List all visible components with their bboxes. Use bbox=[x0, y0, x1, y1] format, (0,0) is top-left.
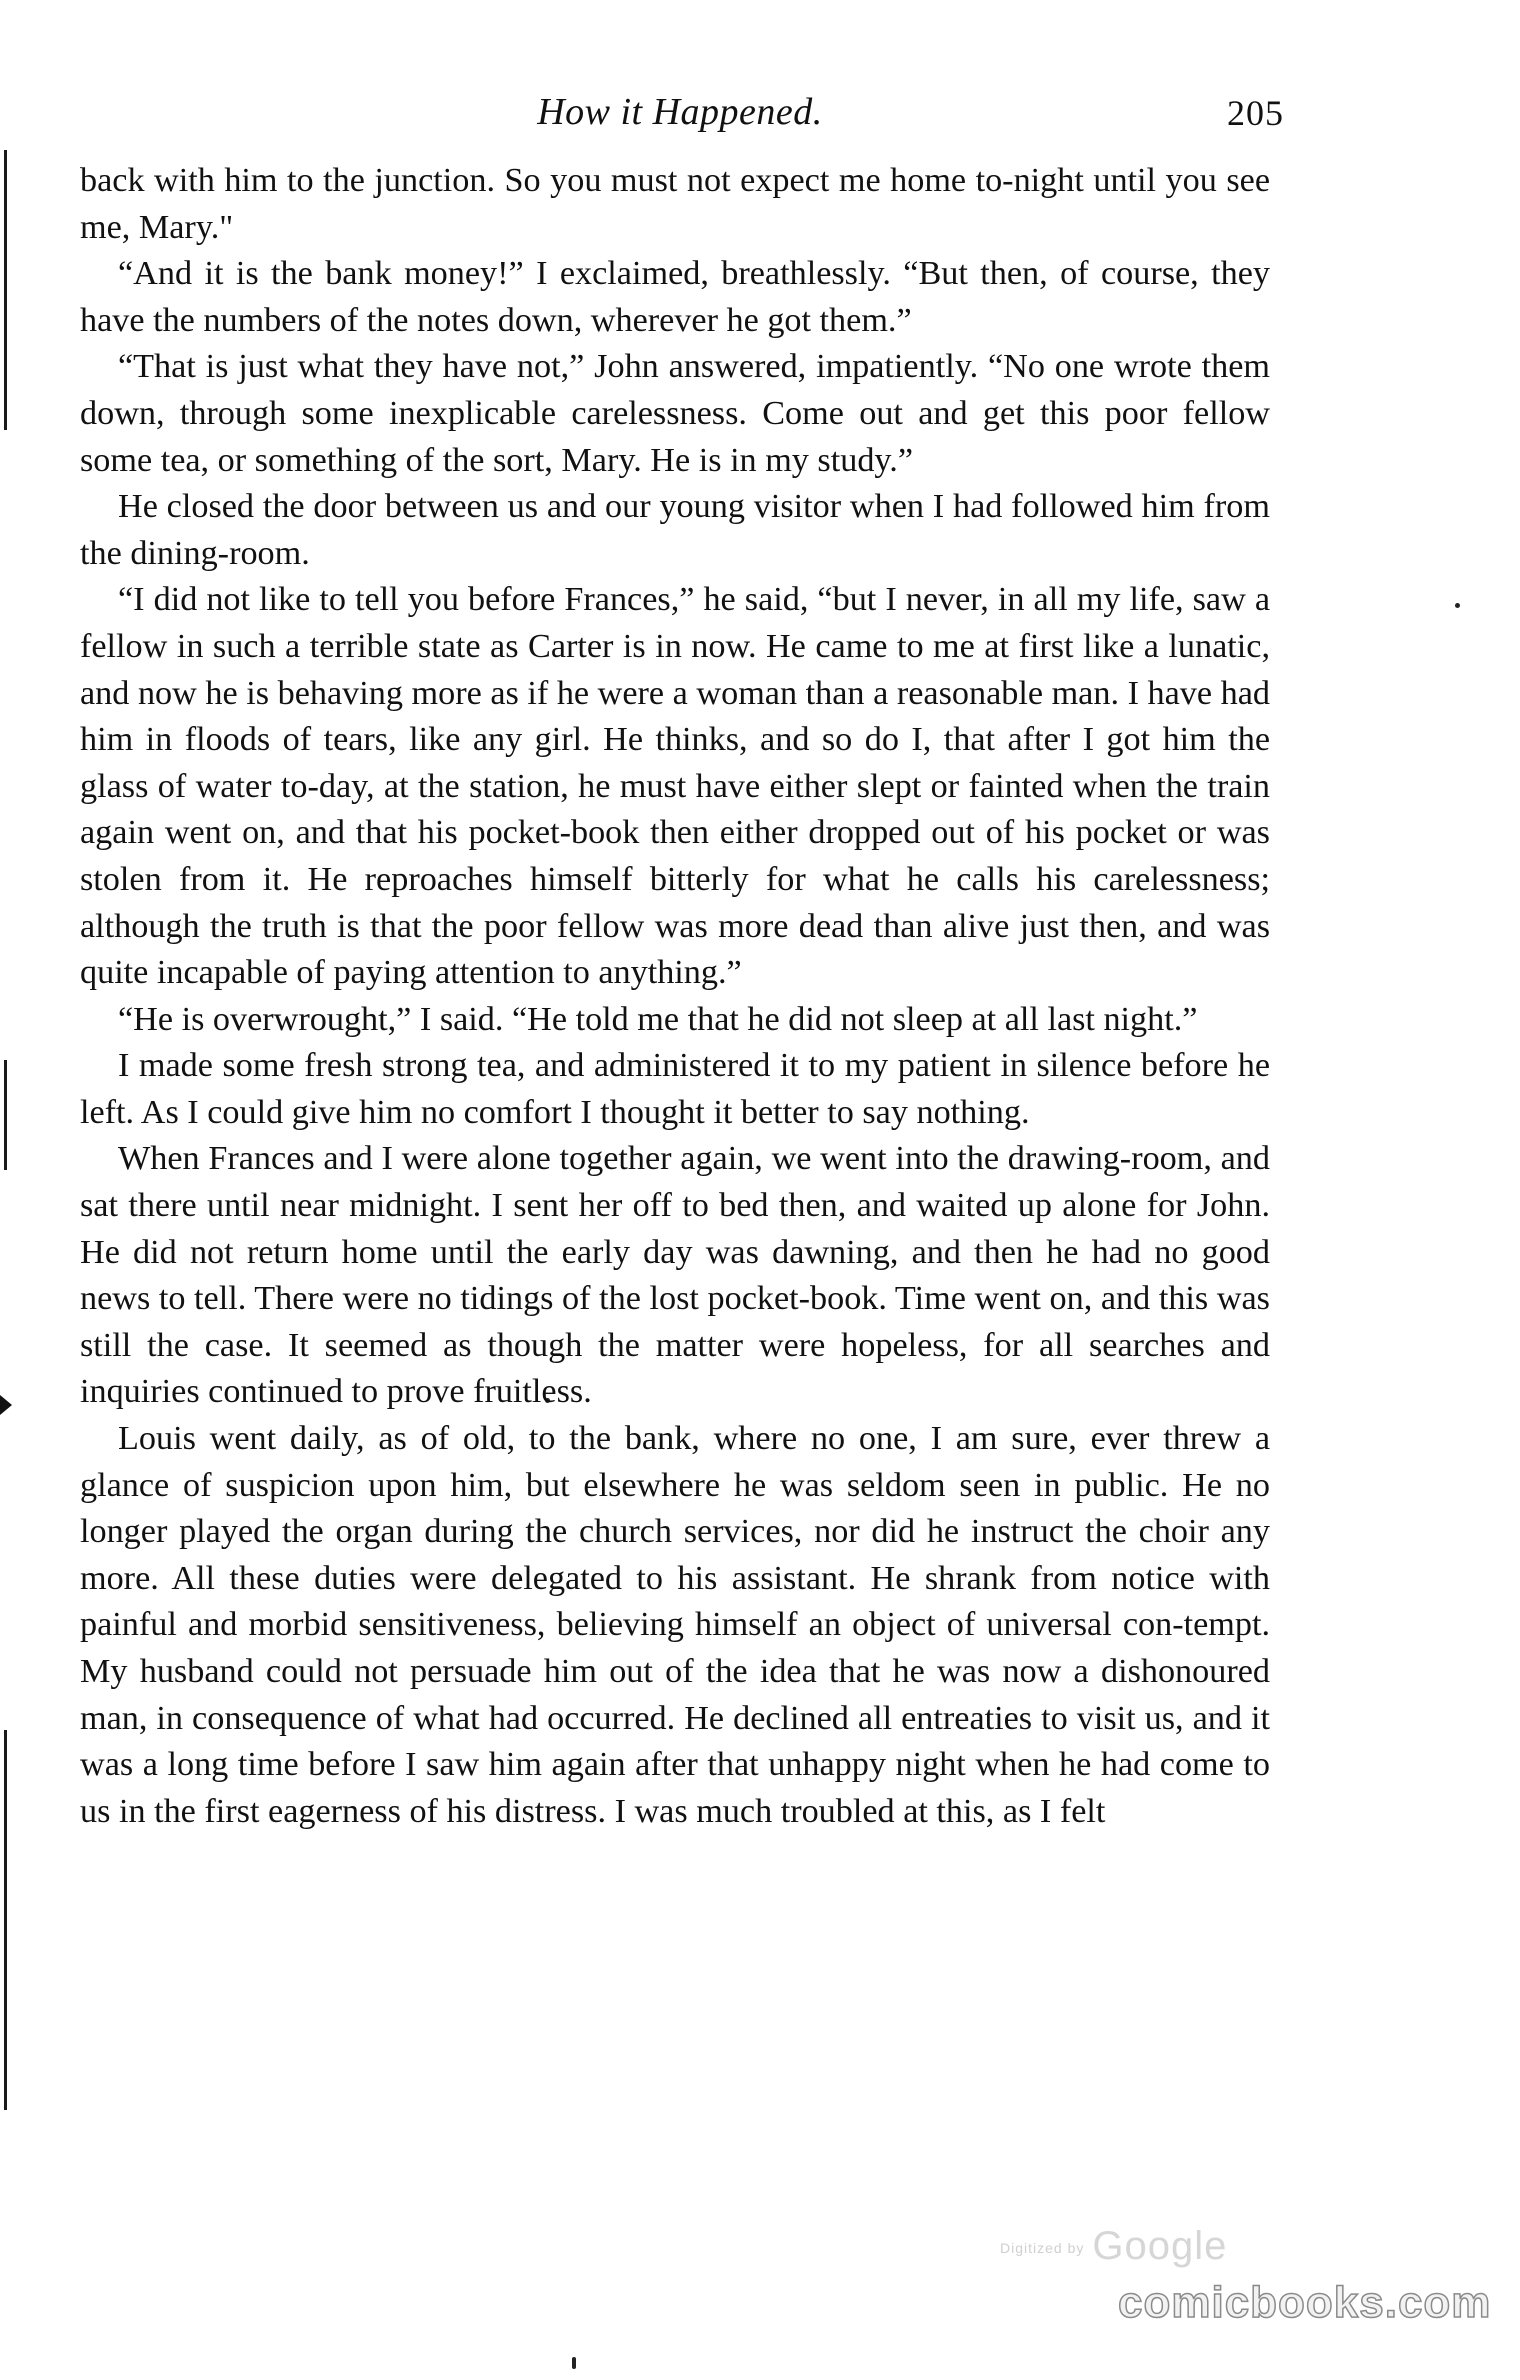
paragraph: back with him to the junction. So you must not expect me home to-night until you see me, Mary." bbox=[80, 162, 1270, 246]
page-number: 205 bbox=[1227, 93, 1284, 133]
paragraph: “I did not like to tell you before Frances,” he said, “but I never, in all my life, saw a fellow in such a terrible state as Carter is in now. He came to me at first like a lunatic, and now he is behaving more as if he were a woman than a reasonable man. I have had him in floods of tears, like any girl. He thinks, and so do I, that after I got him the glass of water to-day, at the station, he must have either slept or fainted when the train again went on, and that his pocket-book then either dropped out of his pocket or was stolen from it. He reproaches himself bitterly for what he calls his carelessness; although the truth is that the poor fellow was more dead than alive just then, and was quite incapable of paying attention to anything.” bbox=[80, 581, 1270, 992]
running-title: How it Happened. bbox=[537, 91, 823, 133]
binding-edge-mark bbox=[4, 1060, 7, 1170]
paragraph: Louis went daily, as of old, to the bank, where no one, I am sure, ever threw a glance of suspicion upon him, but elsewhere he was seldom seen in public. He no longer played the organ during the church services, nor did he instruct the choir any more. All these duties were delegated to his assistant. He shrank from notice with painful and morbid sensitiveness, believing himself an object of universal con-tempt. My husband could not persuade him out of the idea that he was now a dishonoured man, in consequence of what had occurred. He declined all entreaties to visit us, and it was a long time before I saw him again after that unhappy night when he had come to us in the first eagerness of his distress. I was much troubled at this, as I felt bbox=[80, 1420, 1270, 1830]
paragraph: When Frances and I were alone together again, we went into the drawing-room, and sat there until near midnight. I sent her off to bed then, and waited up alone for John. He did not return home until the early day was dawning, and then he had no good news to tell. There were no tidings of the lost pocket-book. Time went on, and this was still the case. It seemed as though the matter were hopeless, for all searches and inquiries continued to prove fruitless. bbox=[80, 1140, 1270, 1411]
binding-edge-mark bbox=[4, 150, 7, 430]
binding-edge-mark bbox=[4, 1730, 7, 2110]
paragraph: He closed the door between us and our young visitor when I had followed him from the dining-room. bbox=[80, 488, 1270, 572]
digitizer-watermark-text: Google bbox=[1092, 2224, 1228, 2268]
paragraph: “And it is the bank money!” I exclaimed, breathlessly. “But then, of course, they have the numbers of the notes down, wherever he got them.” bbox=[80, 255, 1270, 339]
page-header bbox=[80, 90, 1284, 150]
site-watermark: comicbooks.com bbox=[1118, 2278, 1492, 2327]
digitizer-watermark bbox=[1000, 2224, 1227, 2269]
paragraph: “He is overwrought,” I said. “He told me that he did not sleep at all last night.” bbox=[118, 1000, 1198, 1038]
margin-arrow-mark bbox=[0, 1395, 12, 1415]
paragraph: “That is just what they have not,” John answered, impatiently. “No one wrote them down, through some inexplicable carelessness. Come out and get this poor fellow some tea, or something of the sort, Mary. He is in my study.” bbox=[80, 348, 1270, 479]
ink-speck bbox=[1455, 603, 1460, 608]
digitizer-watermark-prefix: Digitized by bbox=[1000, 2240, 1085, 2257]
ink-speck bbox=[572, 2357, 576, 2369]
body-text bbox=[80, 158, 1270, 1835]
paragraph: I made some fresh strong tea, and administered it to my patient in silence before he left. As I could give him no comfort I thought it better to say nothing. bbox=[80, 1047, 1270, 1131]
